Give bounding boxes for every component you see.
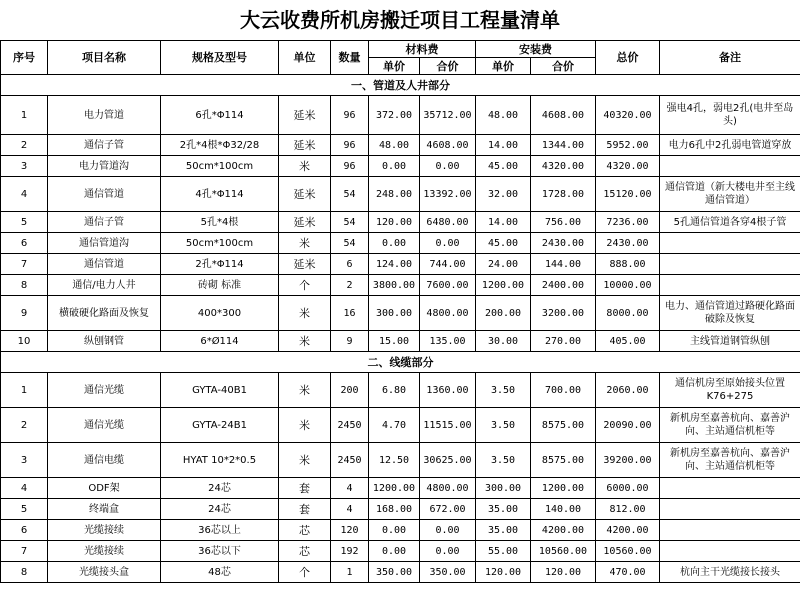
cell-install-unit-price: 45.00 — [476, 156, 531, 177]
cell-install-unit-price: 30.00 — [476, 331, 531, 352]
cell-spec: GYTA-24B1 — [161, 408, 279, 443]
cell-unit: 米 — [279, 331, 331, 352]
cell-material-unit-price: 1200.00 — [369, 478, 420, 499]
cell-note: 杭向主干光缆接长接头 — [660, 562, 800, 583]
cell-total: 15120.00 — [596, 177, 660, 212]
cell-spec: HYAT 10*2*0.5 — [161, 443, 279, 478]
cell-seq: 7 — [1, 254, 48, 275]
cell-unit: 米 — [279, 296, 331, 331]
cell-install-subtotal: 3200.00 — [531, 296, 596, 331]
cell-spec: 24芯 — [161, 478, 279, 499]
table-row — [1, 443, 800, 478]
cell-name: 通信子管 — [48, 212, 161, 233]
cell-install-subtotal: 10560.00 — [531, 541, 596, 562]
cell-unit: 延米 — [279, 254, 331, 275]
cell-total: 7236.00 — [596, 212, 660, 233]
cell-material-subtotal: 7600.00 — [420, 275, 476, 296]
cell-qty: 9 — [331, 331, 369, 352]
cell-material-unit-price: 12.50 — [369, 443, 420, 478]
cell-total: 888.00 — [596, 254, 660, 275]
table-row — [1, 408, 800, 443]
cell-spec: 50cm*100cm — [161, 233, 279, 254]
cell-material-subtotal: 744.00 — [420, 254, 476, 275]
header-install: 安装费 — [476, 41, 596, 58]
cell-seq: 2 — [1, 135, 48, 156]
cell-unit: 米 — [279, 373, 331, 408]
cell-material-subtotal: 4800.00 — [420, 478, 476, 499]
cell-qty: 16 — [331, 296, 369, 331]
cell-install-unit-price: 32.00 — [476, 177, 531, 212]
cell-name: 通信管道 — [48, 177, 161, 212]
cell-install-subtotal: 270.00 — [531, 331, 596, 352]
cell-note — [660, 156, 800, 177]
header-material-unit-price: 单价 — [369, 58, 420, 75]
cell-total: 39200.00 — [596, 443, 660, 478]
cell-unit: 套 — [279, 478, 331, 499]
cell-total: 4200.00 — [596, 520, 660, 541]
cell-total: 2430.00 — [596, 233, 660, 254]
cell-note: 电力、通信管道过路硬化路面破除及恢复 — [660, 296, 800, 331]
cell-total: 40320.00 — [596, 96, 660, 135]
cell-name: 光缆接续 — [48, 520, 161, 541]
cell-install-unit-price: 14.00 — [476, 135, 531, 156]
cell-spec: 400*300 — [161, 296, 279, 331]
cell-material-subtotal: 30625.00 — [420, 443, 476, 478]
cell-total: 10000.00 — [596, 275, 660, 296]
cell-spec: 36芯以下 — [161, 541, 279, 562]
cell-install-unit-price: 45.00 — [476, 233, 531, 254]
cell-qty: 96 — [331, 135, 369, 156]
cell-material-unit-price: 300.00 — [369, 296, 420, 331]
table-body — [1, 75, 800, 583]
cell-name: ODF架 — [48, 478, 161, 499]
cell-install-unit-price: 14.00 — [476, 212, 531, 233]
cell-material-subtotal: 6480.00 — [420, 212, 476, 233]
cell-install-unit-price: 3.50 — [476, 373, 531, 408]
table-row — [1, 135, 800, 156]
cell-unit: 延米 — [279, 212, 331, 233]
cell-material-subtotal: 0.00 — [420, 233, 476, 254]
cell-material-subtotal: 0.00 — [420, 520, 476, 541]
cell-install-unit-price: 1200.00 — [476, 275, 531, 296]
cell-material-unit-price: 350.00 — [369, 562, 420, 583]
cell-name: 光缆接头盒 — [48, 562, 161, 583]
cell-install-unit-price: 35.00 — [476, 520, 531, 541]
cell-spec: 5孔*4根 — [161, 212, 279, 233]
cell-spec: 6孔*Φ114 — [161, 96, 279, 135]
cell-qty: 2450 — [331, 408, 369, 443]
cell-install-subtotal: 2430.00 — [531, 233, 596, 254]
cell-install-subtotal: 4200.00 — [531, 520, 596, 541]
cell-total: 2060.00 — [596, 373, 660, 408]
section-title: 一、管道及人井部分 — [1, 75, 800, 96]
header-note: 备注 — [660, 41, 800, 75]
cell-qty: 96 — [331, 96, 369, 135]
cell-seq: 1 — [1, 96, 48, 135]
cell-install-subtotal: 120.00 — [531, 562, 596, 583]
cell-qty: 200 — [331, 373, 369, 408]
table-row — [1, 562, 800, 583]
cell-install-unit-price: 55.00 — [476, 541, 531, 562]
cell-qty: 192 — [331, 541, 369, 562]
cell-seq: 5 — [1, 212, 48, 233]
header-install-subtotal: 合价 — [531, 58, 596, 75]
cell-install-unit-price: 300.00 — [476, 478, 531, 499]
cell-material-unit-price: 4.70 — [369, 408, 420, 443]
cell-install-subtotal: 756.00 — [531, 212, 596, 233]
cell-spec: 6*Ø114 — [161, 331, 279, 352]
cell-install-subtotal: 144.00 — [531, 254, 596, 275]
cell-material-unit-price: 15.00 — [369, 331, 420, 352]
cell-name: 通信管道沟 — [48, 233, 161, 254]
cell-material-subtotal: 672.00 — [420, 499, 476, 520]
cell-total: 405.00 — [596, 331, 660, 352]
cell-qty: 96 — [331, 156, 369, 177]
cell-spec: GYTA-40B1 — [161, 373, 279, 408]
cell-note — [660, 233, 800, 254]
table-row — [1, 156, 800, 177]
cell-qty: 120 — [331, 520, 369, 541]
cell-install-unit-price: 3.50 — [476, 408, 531, 443]
cell-unit: 延米 — [279, 135, 331, 156]
table-row — [1, 212, 800, 233]
cell-seq: 4 — [1, 177, 48, 212]
cell-seq: 8 — [1, 562, 48, 583]
cell-seq: 7 — [1, 541, 48, 562]
cell-total: 8000.00 — [596, 296, 660, 331]
cell-install-subtotal: 4608.00 — [531, 96, 596, 135]
cell-material-subtotal: 35712.00 — [420, 96, 476, 135]
cell-material-unit-price: 372.00 — [369, 96, 420, 135]
cell-install-subtotal: 8575.00 — [531, 408, 596, 443]
cell-spec: 36芯以上 — [161, 520, 279, 541]
cell-material-subtotal: 4608.00 — [420, 135, 476, 156]
cell-name: 通信管道 — [48, 254, 161, 275]
cell-seq: 1 — [1, 373, 48, 408]
cell-material-unit-price: 6.80 — [369, 373, 420, 408]
cell-name: 横破硬化路面及恢复 — [48, 296, 161, 331]
cell-seq: 9 — [1, 296, 48, 331]
cell-material-subtotal: 4800.00 — [420, 296, 476, 331]
cell-material-unit-price: 48.00 — [369, 135, 420, 156]
cell-unit: 芯 — [279, 520, 331, 541]
cell-note — [660, 499, 800, 520]
cell-name: 通信光缆 — [48, 408, 161, 443]
cell-material-unit-price: 168.00 — [369, 499, 420, 520]
cell-install-unit-price: 3.50 — [476, 443, 531, 478]
cell-qty: 54 — [331, 233, 369, 254]
cell-seq: 5 — [1, 499, 48, 520]
cell-unit: 延米 — [279, 96, 331, 135]
cell-qty: 4 — [331, 478, 369, 499]
section-row — [1, 352, 800, 373]
cell-note — [660, 541, 800, 562]
header-unit: 单位 — [279, 41, 331, 75]
sheet-title: 大云收费所机房搬迁项目工程量清单 — [240, 8, 560, 32]
cell-install-subtotal: 1728.00 — [531, 177, 596, 212]
cell-qty: 1 — [331, 562, 369, 583]
cell-material-subtotal: 1360.00 — [420, 373, 476, 408]
cell-qty: 54 — [331, 212, 369, 233]
cell-material-unit-price: 248.00 — [369, 177, 420, 212]
cell-total: 812.00 — [596, 499, 660, 520]
cell-note: 主线管道钢管纵刨 — [660, 331, 800, 352]
cell-note — [660, 478, 800, 499]
cell-total: 6000.00 — [596, 478, 660, 499]
cell-install-subtotal: 140.00 — [531, 499, 596, 520]
cell-seq: 2 — [1, 408, 48, 443]
header-material: 材料费 — [369, 41, 476, 58]
cell-unit: 米 — [279, 443, 331, 478]
cell-material-unit-price: 0.00 — [369, 233, 420, 254]
cell-material-subtotal: 0.00 — [420, 156, 476, 177]
cell-note — [660, 275, 800, 296]
cell-material-unit-price: 0.00 — [369, 541, 420, 562]
cell-qty: 2450 — [331, 443, 369, 478]
header-material-subtotal: 合价 — [420, 58, 476, 75]
cell-install-subtotal: 1200.00 — [531, 478, 596, 499]
cell-qty: 54 — [331, 177, 369, 212]
cell-install-subtotal: 2400.00 — [531, 275, 596, 296]
cell-name: 电力管道 — [48, 96, 161, 135]
cell-unit: 米 — [279, 233, 331, 254]
cell-seq: 10 — [1, 331, 48, 352]
cell-material-subtotal: 350.00 — [420, 562, 476, 583]
cell-qty: 4 — [331, 499, 369, 520]
cell-unit: 个 — [279, 275, 331, 296]
cell-note: 通信管道（新大楼电井至主线通信管道） — [660, 177, 800, 212]
cell-seq: 4 — [1, 478, 48, 499]
cell-total: 4320.00 — [596, 156, 660, 177]
cell-install-subtotal: 4320.00 — [531, 156, 596, 177]
cell-material-subtotal: 0.00 — [420, 541, 476, 562]
cell-note: 电力6孔中2孔弱电管道穿放 — [660, 135, 800, 156]
cell-spec: 砖砌 标准 — [161, 275, 279, 296]
cell-unit: 个 — [279, 562, 331, 583]
cell-install-subtotal: 700.00 — [531, 373, 596, 408]
cell-name: 通信子管 — [48, 135, 161, 156]
header-name: 项目名称 — [48, 41, 161, 75]
cell-unit: 套 — [279, 499, 331, 520]
section-row — [1, 75, 800, 96]
cell-unit: 芯 — [279, 541, 331, 562]
cell-material-subtotal: 13392.00 — [420, 177, 476, 212]
cell-name: 光缆接续 — [48, 541, 161, 562]
cell-unit: 米 — [279, 408, 331, 443]
cell-qty: 2 — [331, 275, 369, 296]
cell-total: 10560.00 — [596, 541, 660, 562]
header-install-unit-price: 单价 — [476, 58, 531, 75]
cell-spec: 48芯 — [161, 562, 279, 583]
cell-name: 纵刨钢管 — [48, 331, 161, 352]
cell-note: 5孔通信管道各穿4根子管 — [660, 212, 800, 233]
cell-material-unit-price: 0.00 — [369, 156, 420, 177]
table-row — [1, 520, 800, 541]
quantity-table — [0, 40, 800, 583]
cell-spec: 2孔*Φ114 — [161, 254, 279, 275]
cell-material-subtotal: 135.00 — [420, 331, 476, 352]
cell-spec: 4孔*Φ114 — [161, 177, 279, 212]
table-row — [1, 296, 800, 331]
header-seq: 序号 — [1, 41, 48, 75]
cell-spec: 50cm*100cm — [161, 156, 279, 177]
cell-spec: 24芯 — [161, 499, 279, 520]
cell-note — [660, 254, 800, 275]
cell-name: 通信/电力人井 — [48, 275, 161, 296]
cell-name: 电力管道沟 — [48, 156, 161, 177]
cell-seq: 8 — [1, 275, 48, 296]
section-title: 二、线缆部分 — [1, 352, 800, 373]
cell-total: 5952.00 — [596, 135, 660, 156]
header-qty: 数量 — [331, 41, 369, 75]
cell-seq: 3 — [1, 156, 48, 177]
cell-install-subtotal: 8575.00 — [531, 443, 596, 478]
header-spec: 规格及型号 — [161, 41, 279, 75]
table-row — [1, 177, 800, 212]
table-row — [1, 373, 800, 408]
cell-note: 新机房至嘉善杭向、嘉善沪向、主站通信机柜等 — [660, 408, 800, 443]
cell-note: 通信机房至原始接头位置K76+275 — [660, 373, 800, 408]
cell-seq: 3 — [1, 443, 48, 478]
cell-name: 通信光缆 — [48, 373, 161, 408]
cell-material-unit-price: 124.00 — [369, 254, 420, 275]
cell-seq: 6 — [1, 520, 48, 541]
table-row — [1, 275, 800, 296]
table-row — [1, 478, 800, 499]
cell-material-subtotal: 11515.00 — [420, 408, 476, 443]
cell-note — [660, 520, 800, 541]
cell-name: 通信电缆 — [48, 443, 161, 478]
cell-total: 470.00 — [596, 562, 660, 583]
cell-unit: 米 — [279, 156, 331, 177]
cell-material-unit-price: 3800.00 — [369, 275, 420, 296]
cell-install-unit-price: 35.00 — [476, 499, 531, 520]
cell-unit: 延米 — [279, 177, 331, 212]
table-row — [1, 331, 800, 352]
cell-install-unit-price: 200.00 — [476, 296, 531, 331]
table-row — [1, 541, 800, 562]
table-row — [1, 233, 800, 254]
cell-install-subtotal: 1344.00 — [531, 135, 596, 156]
cell-spec: 2孔*4根*Φ32/28 — [161, 135, 279, 156]
cell-note: 新机房至嘉善杭向、嘉善沪向、主站通信机柜等 — [660, 443, 800, 478]
header-total: 总价 — [596, 41, 660, 75]
cell-total: 20090.00 — [596, 408, 660, 443]
table-row — [1, 254, 800, 275]
cell-material-unit-price: 120.00 — [369, 212, 420, 233]
cell-material-unit-price: 0.00 — [369, 520, 420, 541]
cell-name: 终端盒 — [48, 499, 161, 520]
cell-note: 强电4孔，弱电2孔(电井至岛头) — [660, 96, 800, 135]
cell-qty: 6 — [331, 254, 369, 275]
table-row — [1, 499, 800, 520]
cell-install-unit-price: 120.00 — [476, 562, 531, 583]
cell-install-unit-price: 24.00 — [476, 254, 531, 275]
cell-install-unit-price: 48.00 — [476, 96, 531, 135]
table-row — [1, 96, 800, 135]
cell-seq: 6 — [1, 233, 48, 254]
